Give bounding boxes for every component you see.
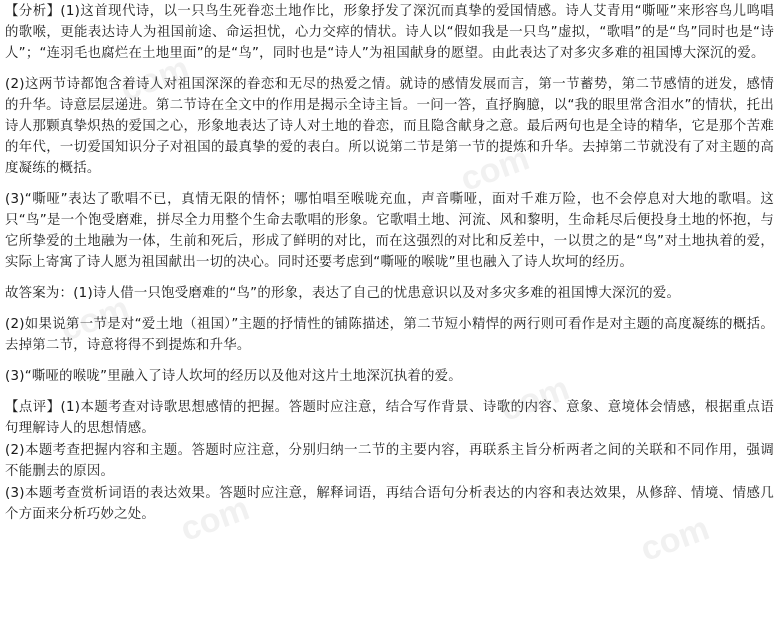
watermark: com bbox=[455, 139, 535, 199]
watermark: com bbox=[635, 509, 715, 569]
comment-paragraph-1: 【点评】(1)本题考查对诗歌思想感情的把握。答题时应注意，结合写作背景、诗歌的内容、意象、意境体会情感，根据重点语句理解诗人的思想情感。 bbox=[5, 400, 774, 436]
answer-paragraph-1: 故答案为：(1)诗人借一只饱受磨难的“鸟”的形象，表达了自己的忧患意识以及对多灾多难的祖国博大深沉的爱。 bbox=[5, 286, 681, 301]
watermark: com bbox=[55, 289, 135, 349]
analysis-paragraph-3: (3)“嘶哑”表达了歌唱不已，真情无限的情怀；哪怕唱至喉咙充血，声音嘶哑，面对千难万险，也不会停息对大地的歌唱。这只“鸟”是一个饱受磨难，拼尽全力用整个生命去歌唱的形象。它歌唱土地、河流、风和黎明，生命耗尽后便投身土地的怀抱，与它所挚爱的土地融为一体，生前和死后，形成了鲜明的对比，而在这强烈的对比和反差中，一以贯之的是“鸟”对土地执着的爱，实际上寄寓了诗人愿为祖国献出一切的决心。同时还要考虑到“嘶哑的喉咙”里也融入了诗人坎坷的经历。 bbox=[5, 192, 774, 270]
watermark: com bbox=[175, 489, 255, 549]
comment-paragraph-2: (2)本题考查把握内容和主题。答题时应注意，分别归纳一二节的主要内容，再联系主旨分析两者之间的关联和不同作用，强调不能删去的原因。 bbox=[5, 443, 774, 479]
answer-paragraph-2: (2)如果说第一节是对“爱土地（祖国）”主题的抒情性的铺陈描述，第二节短小精悍的两行则可看作是对主题的高度凝练的概括。去掉第二节，诗意将得不到提炼和升华。 bbox=[5, 317, 774, 353]
comment-paragraph-3: (3)本题考查赏析词语的表达效果。答题时应注意，解释词语，再结合语句分析表达的内容和表达效果，从修辞、情境、情感几个方面来分析巧妙之处。 bbox=[5, 486, 774, 522]
answer-paragraph-3: (3)“嘶哑的喉咙”里融入了诗人坎坷的经历以及他对这片土地深沉执着的爱。 bbox=[5, 369, 462, 384]
watermark: com bbox=[115, 49, 195, 109]
analysis-paragraph-2: (2)这两节诗都饱含着诗人对祖国深深的眷恋和无尽的热爱之情。就诗的感情发展而言，第一节蓄势，第二节感情的迸发，感情的升华。诗意层层递进。第二节诗在全文中的作用是揭示全诗主旨。一问一答，直抒胸臆，以“我的眼里常含泪水”的情状，托出诗人那颗真挚炽热的爱国之心，形象地表达了诗人对土地的眷恋，而且隐含献身之意。最后两句也是全诗的精华，它是那个苦难的年代，一切爱国知识分子对祖国的最真挚的爱的表白。所以说第二节是第一节的提炼和升华。去掉第二节就没有了对主题的高度凝练的概括。 bbox=[5, 77, 774, 176]
watermark: com bbox=[495, 369, 575, 429]
solution-content bbox=[5, 1, 774, 525]
analysis-paragraph-1: 【分析】(1)这首现代诗，以一只鸟生死眷恋土地作比，形象抒发了深沉而真挚的爱国情感。诗人艾青用“嘶哑”来形容鸟儿鸣唱的歌喉，更能表达诗人为祖国前途、命运担忧，心力交瘁的情状。诗人以“假如我是一只鸟”虚拟，“歌唱”的是“鸟”同时也是“诗人”；“连羽毛也腐烂在土地里面”的是“鸟”，同时也是“诗人”为祖国献身的愿望。由此表达了对多灾多难的祖国博大深沉的爱。 bbox=[5, 4, 774, 61]
